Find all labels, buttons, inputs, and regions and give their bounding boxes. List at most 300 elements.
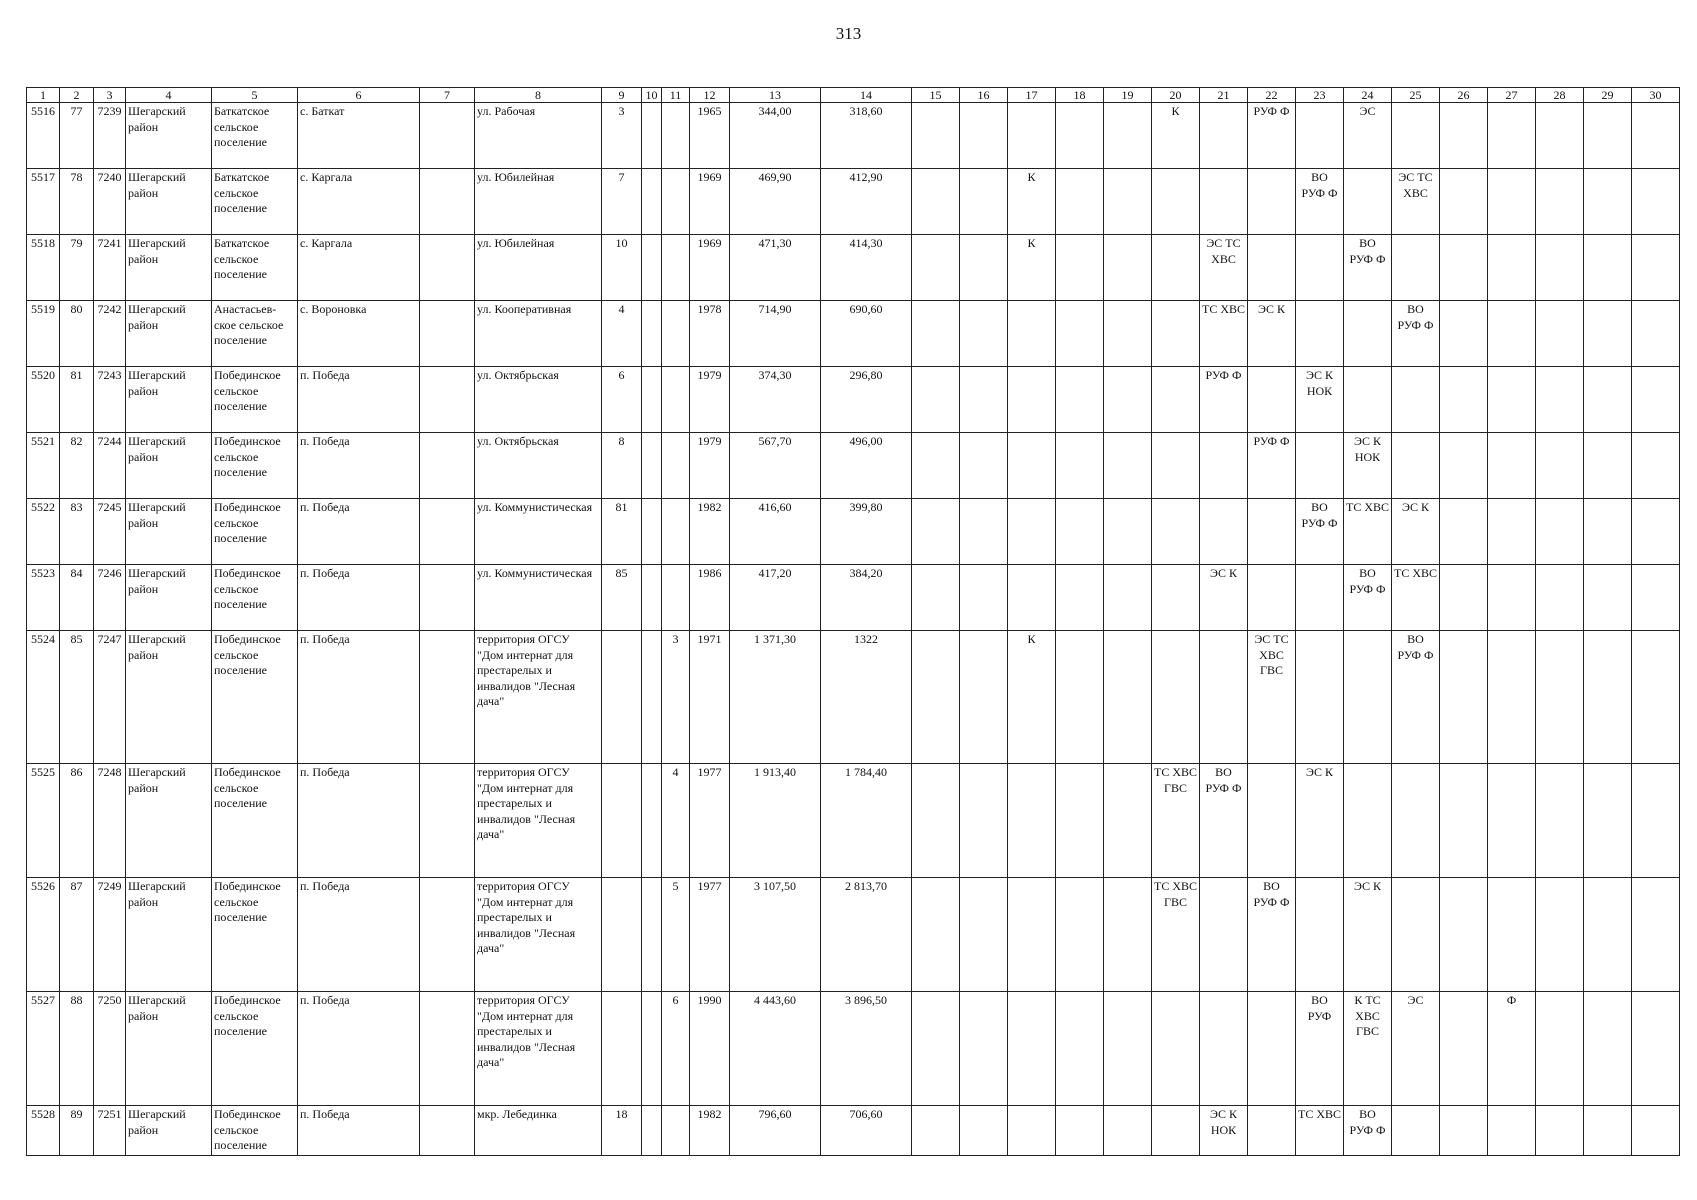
table-cell-col-10 xyxy=(642,565,662,631)
table-cell-col-8: территория ОГСУ "Дом интернат для престарелых и инвалидов "Лесная дача" xyxy=(475,878,602,992)
table-row xyxy=(27,992,1680,1106)
table-cell-col-14: 384,20 xyxy=(821,565,912,631)
table-cell-col-21 xyxy=(1200,631,1248,764)
table-cell-col-10 xyxy=(642,499,662,565)
table-cell-col-21: ЭС ТС ХВС xyxy=(1200,235,1248,301)
table-cell-col-3: 7244 xyxy=(94,433,126,499)
table-cell-col-5: Побединское сельское поселение xyxy=(212,565,298,631)
table-cell-col-6: с. Вороновка xyxy=(298,301,420,367)
table-cell-col-3: 7248 xyxy=(94,764,126,878)
table-cell-col-6: п. Победа xyxy=(298,764,420,878)
table-cell-col-25: ЭС ТС ХВС xyxy=(1392,169,1440,235)
column-header-20: 20 xyxy=(1152,88,1200,103)
table-cell-col-14: 414,30 xyxy=(821,235,912,301)
table-cell-col-8: территория ОГСУ "Дом интернат для престарелых и инвалидов "Лесная дача" xyxy=(475,631,602,764)
table-cell-col-30 xyxy=(1632,992,1680,1106)
table-cell-col-8: территория ОГСУ "Дом интернат для престарелых и инвалидов "Лесная дача" xyxy=(475,764,602,878)
table-cell-col-29 xyxy=(1584,992,1632,1106)
table-cell-col-9 xyxy=(602,992,642,1106)
table-cell-col-20 xyxy=(1152,1106,1200,1156)
table-cell-col-15 xyxy=(912,235,960,301)
table-cell-col-9 xyxy=(602,878,642,992)
column-header-21: 21 xyxy=(1200,88,1248,103)
table-cell-col-23 xyxy=(1296,301,1344,367)
table-cell-col-4: Шегарский район xyxy=(126,169,212,235)
table-cell-col-11: 3 xyxy=(662,631,690,764)
table-cell-col-11 xyxy=(662,103,690,169)
table-cell-col-3: 7247 xyxy=(94,631,126,764)
table-cell-col-29 xyxy=(1584,367,1632,433)
table-cell-col-1: 5519 xyxy=(27,301,60,367)
table-cell-col-15 xyxy=(912,103,960,169)
table-cell-col-3: 7241 xyxy=(94,235,126,301)
table-cell-col-25 xyxy=(1392,764,1440,878)
housing-registry-table xyxy=(26,87,1680,1156)
table-row xyxy=(27,301,1680,367)
table-cell-col-15 xyxy=(912,367,960,433)
table-cell-col-21: ТС ХВС xyxy=(1200,301,1248,367)
table-cell-col-13: 417,20 xyxy=(730,565,821,631)
column-header-6: 6 xyxy=(298,88,420,103)
table-cell-col-30 xyxy=(1632,499,1680,565)
table-cell-col-28 xyxy=(1536,565,1584,631)
table-cell-col-5: Побединское сельское поселение xyxy=(212,764,298,878)
table-cell-col-20 xyxy=(1152,169,1200,235)
table-cell-col-13: 714,90 xyxy=(730,301,821,367)
table-cell-col-10 xyxy=(642,1106,662,1156)
table-cell-col-26 xyxy=(1440,499,1488,565)
table-cell-col-15 xyxy=(912,499,960,565)
column-header-12: 12 xyxy=(690,88,730,103)
table-cell-col-21 xyxy=(1200,169,1248,235)
table-cell-col-1: 5517 xyxy=(27,169,60,235)
table-cell-col-3: 7249 xyxy=(94,878,126,992)
table-cell-col-17 xyxy=(1008,499,1056,565)
table-cell-col-30 xyxy=(1632,103,1680,169)
column-header-14: 14 xyxy=(821,88,912,103)
table-cell-col-28 xyxy=(1536,1106,1584,1156)
table-cell-col-9: 81 xyxy=(602,499,642,565)
table-cell-col-23 xyxy=(1296,565,1344,631)
table-cell-col-6: п. Победа xyxy=(298,367,420,433)
table-cell-col-9: 6 xyxy=(602,367,642,433)
table-cell-col-15 xyxy=(912,565,960,631)
table-cell-col-22 xyxy=(1248,235,1296,301)
table-cell-col-7 xyxy=(420,631,475,764)
column-header-24: 24 xyxy=(1344,88,1392,103)
column-header-4: 4 xyxy=(126,88,212,103)
table-cell-col-4: Шегарский район xyxy=(126,1106,212,1156)
table-cell-col-26 xyxy=(1440,103,1488,169)
table-cell-col-18 xyxy=(1056,301,1104,367)
table-cell-col-1: 5527 xyxy=(27,992,60,1106)
table-cell-col-15 xyxy=(912,631,960,764)
table-cell-col-29 xyxy=(1584,764,1632,878)
column-header-29: 29 xyxy=(1584,88,1632,103)
table-cell-col-14: 296,80 xyxy=(821,367,912,433)
table-cell-col-29 xyxy=(1584,878,1632,992)
table-cell-col-10 xyxy=(642,764,662,878)
table-cell-col-19 xyxy=(1104,301,1152,367)
table-cell-col-20 xyxy=(1152,565,1200,631)
table-cell-col-11: 4 xyxy=(662,764,690,878)
table-cell-col-13: 567,70 xyxy=(730,433,821,499)
table-cell-col-16 xyxy=(960,992,1008,1106)
table-cell-col-9: 10 xyxy=(602,235,642,301)
table-cell-col-30 xyxy=(1632,169,1680,235)
table-cell-col-13: 344,00 xyxy=(730,103,821,169)
table-cell-col-8: ул. Октябрьская xyxy=(475,367,602,433)
table-cell-col-18 xyxy=(1056,169,1104,235)
table-cell-col-24: К ТС ХВС ГВС xyxy=(1344,992,1392,1106)
table-cell-col-18 xyxy=(1056,103,1104,169)
table-cell-col-11 xyxy=(662,235,690,301)
table-cell-col-3: 7250 xyxy=(94,992,126,1106)
table-cell-col-10 xyxy=(642,433,662,499)
table-cell-col-26 xyxy=(1440,169,1488,235)
table-cell-col-17: К xyxy=(1008,631,1056,764)
table-cell-col-10 xyxy=(642,235,662,301)
table-cell-col-17: К xyxy=(1008,235,1056,301)
table-cell-col-13: 469,90 xyxy=(730,169,821,235)
table-cell-col-30 xyxy=(1632,764,1680,878)
table-cell-col-28 xyxy=(1536,764,1584,878)
table-cell-col-28 xyxy=(1536,878,1584,992)
table-cell-col-26 xyxy=(1440,367,1488,433)
table-cell-col-5: Побединское сельское поселение xyxy=(212,992,298,1106)
table-cell-col-1: 5516 xyxy=(27,103,60,169)
table-cell-col-23 xyxy=(1296,631,1344,764)
table-cell-col-2: 80 xyxy=(60,301,94,367)
table-cell-col-14: 1 784,40 xyxy=(821,764,912,878)
table-cell-col-13: 1 371,30 xyxy=(730,631,821,764)
table-cell-col-2: 87 xyxy=(60,878,94,992)
table-cell-col-13: 3 107,50 xyxy=(730,878,821,992)
table-cell-col-6: п. Победа xyxy=(298,992,420,1106)
table-cell-col-16 xyxy=(960,367,1008,433)
table-cell-col-13: 374,30 xyxy=(730,367,821,433)
table-cell-col-29 xyxy=(1584,169,1632,235)
table-cell-col-23 xyxy=(1296,878,1344,992)
table-cell-col-8: ул. Кооперативная xyxy=(475,301,602,367)
table-cell-col-2: 85 xyxy=(60,631,94,764)
table-cell-col-19 xyxy=(1104,235,1152,301)
table-cell-col-9 xyxy=(602,764,642,878)
table-row xyxy=(27,878,1680,992)
table-cell-col-1: 5522 xyxy=(27,499,60,565)
table-row xyxy=(27,235,1680,301)
table-cell-col-18 xyxy=(1056,235,1104,301)
table-cell-col-21: ЭС К НОК xyxy=(1200,1106,1248,1156)
table-cell-col-24: ЭС К НОК xyxy=(1344,433,1392,499)
table-cell-col-19 xyxy=(1104,1106,1152,1156)
table-cell-col-15 xyxy=(912,878,960,992)
table-cell-col-20: ТС ХВС ГВС xyxy=(1152,764,1200,878)
table-cell-col-26 xyxy=(1440,433,1488,499)
column-header-25: 25 xyxy=(1392,88,1440,103)
table-cell-col-12: 1969 xyxy=(690,235,730,301)
table-cell-col-29 xyxy=(1584,1106,1632,1156)
table-cell-col-30 xyxy=(1632,631,1680,764)
table-cell-col-28 xyxy=(1536,631,1584,764)
table-cell-col-27 xyxy=(1488,631,1536,764)
table-cell-col-22: ЭС К xyxy=(1248,301,1296,367)
table-cell-col-21: ЭС К xyxy=(1200,565,1248,631)
table-cell-col-7 xyxy=(420,1106,475,1156)
table-cell-col-16 xyxy=(960,878,1008,992)
table-cell-col-25: ЭС xyxy=(1392,992,1440,1106)
table-cell-col-22: РУФ Ф xyxy=(1248,433,1296,499)
table-cell-col-20 xyxy=(1152,367,1200,433)
table-cell-col-14: 1322 xyxy=(821,631,912,764)
table-cell-col-18 xyxy=(1056,433,1104,499)
table-cell-col-11 xyxy=(662,1106,690,1156)
table-cell-col-20 xyxy=(1152,499,1200,565)
table-cell-col-5: Баткатское сельское поселение xyxy=(212,235,298,301)
table-cell-col-25 xyxy=(1392,433,1440,499)
table-cell-col-2: 84 xyxy=(60,565,94,631)
table-cell-col-13: 1 913,40 xyxy=(730,764,821,878)
table-cell-col-26 xyxy=(1440,631,1488,764)
table-cell-col-27 xyxy=(1488,1106,1536,1156)
table-cell-col-7 xyxy=(420,565,475,631)
table-cell-col-21 xyxy=(1200,103,1248,169)
table-cell-col-15 xyxy=(912,992,960,1106)
table-cell-col-12: 1965 xyxy=(690,103,730,169)
table-cell-col-2: 82 xyxy=(60,433,94,499)
table-cell-col-23 xyxy=(1296,235,1344,301)
table-cell-col-7 xyxy=(420,992,475,1106)
table-cell-col-23: ВО РУФ Ф xyxy=(1296,169,1344,235)
table-cell-col-13: 416,60 xyxy=(730,499,821,565)
table-cell-col-28 xyxy=(1536,103,1584,169)
table-cell-col-24: ТС ХВС xyxy=(1344,499,1392,565)
column-number-header-row xyxy=(27,88,1680,103)
table-cell-col-14: 412,90 xyxy=(821,169,912,235)
table-cell-col-28 xyxy=(1536,367,1584,433)
table-cell-col-27 xyxy=(1488,499,1536,565)
table-cell-col-19 xyxy=(1104,878,1152,992)
table-cell-col-4: Шегарский район xyxy=(126,631,212,764)
table-cell-col-2: 88 xyxy=(60,992,94,1106)
table-cell-col-26 xyxy=(1440,764,1488,878)
table-cell-col-11: 5 xyxy=(662,878,690,992)
table-cell-col-17 xyxy=(1008,764,1056,878)
table-cell-col-2: 79 xyxy=(60,235,94,301)
table-cell-col-16 xyxy=(960,235,1008,301)
table-cell-col-24 xyxy=(1344,367,1392,433)
table-cell-col-21 xyxy=(1200,992,1248,1106)
table-cell-col-3: 7245 xyxy=(94,499,126,565)
table-cell-col-2: 78 xyxy=(60,169,94,235)
table-cell-col-9: 8 xyxy=(602,433,642,499)
table-cell-col-15 xyxy=(912,301,960,367)
column-header-28: 28 xyxy=(1536,88,1584,103)
table-cell-col-19 xyxy=(1104,631,1152,764)
table-cell-col-29 xyxy=(1584,235,1632,301)
table-cell-col-18 xyxy=(1056,764,1104,878)
table-cell-col-29 xyxy=(1584,301,1632,367)
table-cell-col-28 xyxy=(1536,169,1584,235)
table-cell-col-6: п. Победа xyxy=(298,565,420,631)
table-cell-col-14: 706,60 xyxy=(821,1106,912,1156)
table-cell-col-7 xyxy=(420,367,475,433)
table-cell-col-12: 1982 xyxy=(690,499,730,565)
table-cell-col-4: Шегарский район xyxy=(126,992,212,1106)
table-cell-col-12: 1986 xyxy=(690,565,730,631)
table-cell-col-3: 7251 xyxy=(94,1106,126,1156)
table-cell-col-10 xyxy=(642,992,662,1106)
table-cell-col-18 xyxy=(1056,367,1104,433)
table-cell-col-9: 18 xyxy=(602,1106,642,1156)
table-cell-col-21 xyxy=(1200,499,1248,565)
table-cell-col-8: ул. Юбилейная xyxy=(475,169,602,235)
table-cell-col-6: п. Победа xyxy=(298,878,420,992)
table-cell-col-7 xyxy=(420,499,475,565)
table-cell-col-30 xyxy=(1632,301,1680,367)
table-cell-col-22: РУФ Ф xyxy=(1248,103,1296,169)
table-cell-col-8: мкр. Лебединка xyxy=(475,1106,602,1156)
table-cell-col-4: Шегарский район xyxy=(126,499,212,565)
table-cell-col-10 xyxy=(642,878,662,992)
table-row xyxy=(27,433,1680,499)
table-cell-col-22 xyxy=(1248,764,1296,878)
table-cell-col-30 xyxy=(1632,565,1680,631)
table-cell-col-22: ВО РУФ Ф xyxy=(1248,878,1296,992)
table-cell-col-7 xyxy=(420,169,475,235)
column-header-5: 5 xyxy=(212,88,298,103)
table-cell-col-10 xyxy=(642,367,662,433)
column-header-8: 8 xyxy=(475,88,602,103)
table-row xyxy=(27,1106,1680,1156)
table-cell-col-18 xyxy=(1056,992,1104,1106)
table-cell-col-5: Побединское сельское поселение xyxy=(212,367,298,433)
table-cell-col-22 xyxy=(1248,499,1296,565)
table-cell-col-27 xyxy=(1488,103,1536,169)
table-cell-col-5: Побединское сельское поселение xyxy=(212,878,298,992)
table-cell-col-3: 7240 xyxy=(94,169,126,235)
table-cell-col-16 xyxy=(960,1106,1008,1156)
table-cell-col-24 xyxy=(1344,631,1392,764)
table-cell-col-12: 1977 xyxy=(690,878,730,992)
table-cell-col-12: 1971 xyxy=(690,631,730,764)
table-cell-col-23 xyxy=(1296,103,1344,169)
table-cell-col-22: ЭС ТС ХВС ГВС xyxy=(1248,631,1296,764)
table-cell-col-28 xyxy=(1536,301,1584,367)
table-cell-col-21: РУФ Ф xyxy=(1200,367,1248,433)
table-cell-col-1: 5521 xyxy=(27,433,60,499)
column-header-19: 19 xyxy=(1104,88,1152,103)
table-cell-col-7 xyxy=(420,301,475,367)
table-cell-col-23: ТС ХВС xyxy=(1296,1106,1344,1156)
column-header-16: 16 xyxy=(960,88,1008,103)
table-cell-col-8: ул. Рабочая xyxy=(475,103,602,169)
table-cell-col-5: Побединское сельское поселение xyxy=(212,631,298,764)
table-cell-col-17 xyxy=(1008,103,1056,169)
column-header-22: 22 xyxy=(1248,88,1296,103)
table-cell-col-25 xyxy=(1392,103,1440,169)
table-cell-col-27 xyxy=(1488,169,1536,235)
table-cell-col-23 xyxy=(1296,433,1344,499)
table-cell-col-17 xyxy=(1008,301,1056,367)
table-cell-col-14: 318,60 xyxy=(821,103,912,169)
column-header-10: 10 xyxy=(642,88,662,103)
table-cell-col-12: 1990 xyxy=(690,992,730,1106)
table-cell-col-22 xyxy=(1248,992,1296,1106)
table-cell-col-1: 5524 xyxy=(27,631,60,764)
table-cell-col-22 xyxy=(1248,169,1296,235)
table-cell-col-27: Ф xyxy=(1488,992,1536,1106)
table-cell-col-1: 5525 xyxy=(27,764,60,878)
column-header-26: 26 xyxy=(1440,88,1488,103)
table-cell-col-15 xyxy=(912,433,960,499)
table-cell-col-15 xyxy=(912,764,960,878)
table-cell-col-22 xyxy=(1248,1106,1296,1156)
table-cell-col-24 xyxy=(1344,169,1392,235)
table-cell-col-4: Шегарский район xyxy=(126,764,212,878)
table-cell-col-18 xyxy=(1056,499,1104,565)
table-cell-col-5: Анастасьев-ское сельское поселение xyxy=(212,301,298,367)
table-cell-col-19 xyxy=(1104,367,1152,433)
table-cell-col-30 xyxy=(1632,878,1680,992)
table-cell-col-7 xyxy=(420,103,475,169)
table-cell-col-14: 3 896,50 xyxy=(821,992,912,1106)
table-cell-col-17 xyxy=(1008,565,1056,631)
table-cell-col-11 xyxy=(662,367,690,433)
table-cell-col-20 xyxy=(1152,433,1200,499)
table-cell-col-11: 6 xyxy=(662,992,690,1106)
table-row xyxy=(27,367,1680,433)
table-cell-col-30 xyxy=(1632,367,1680,433)
table-cell-col-15 xyxy=(912,1106,960,1156)
table-cell-col-6: п. Победа xyxy=(298,1106,420,1156)
table-cell-col-2: 86 xyxy=(60,764,94,878)
table-cell-col-1: 5528 xyxy=(27,1106,60,1156)
table-cell-col-16 xyxy=(960,433,1008,499)
column-header-15: 15 xyxy=(912,88,960,103)
table-cell-col-20 xyxy=(1152,992,1200,1106)
table-cell-col-11 xyxy=(662,169,690,235)
table-cell-col-4: Шегарский район xyxy=(126,103,212,169)
table-cell-col-12: 1969 xyxy=(690,169,730,235)
table-cell-col-20 xyxy=(1152,235,1200,301)
table-cell-col-4: Шегарский район xyxy=(126,301,212,367)
table-cell-col-10 xyxy=(642,301,662,367)
table-cell-col-6: п. Победа xyxy=(298,433,420,499)
table-cell-col-5: Баткатское сельское поселение xyxy=(212,103,298,169)
table-cell-col-29 xyxy=(1584,433,1632,499)
table-cell-col-8: ул. Октябрьская xyxy=(475,433,602,499)
table-cell-col-19 xyxy=(1104,565,1152,631)
table-cell-col-7 xyxy=(420,764,475,878)
table-cell-col-18 xyxy=(1056,565,1104,631)
table-cell-col-16 xyxy=(960,631,1008,764)
table-cell-col-25 xyxy=(1392,1106,1440,1156)
table-cell-col-19 xyxy=(1104,992,1152,1106)
table-cell-col-9 xyxy=(602,631,642,764)
table-cell-col-26 xyxy=(1440,1106,1488,1156)
table-cell-col-17 xyxy=(1008,878,1056,992)
table-cell-col-3: 7242 xyxy=(94,301,126,367)
table-cell-col-18 xyxy=(1056,1106,1104,1156)
table-cell-col-1: 5526 xyxy=(27,878,60,992)
table-cell-col-19 xyxy=(1104,103,1152,169)
table-cell-col-29 xyxy=(1584,499,1632,565)
table-cell-col-8: ул. Юбилейная xyxy=(475,235,602,301)
table-cell-col-7 xyxy=(420,878,475,992)
table-cell-col-12: 1979 xyxy=(690,433,730,499)
table-cell-col-18 xyxy=(1056,878,1104,992)
